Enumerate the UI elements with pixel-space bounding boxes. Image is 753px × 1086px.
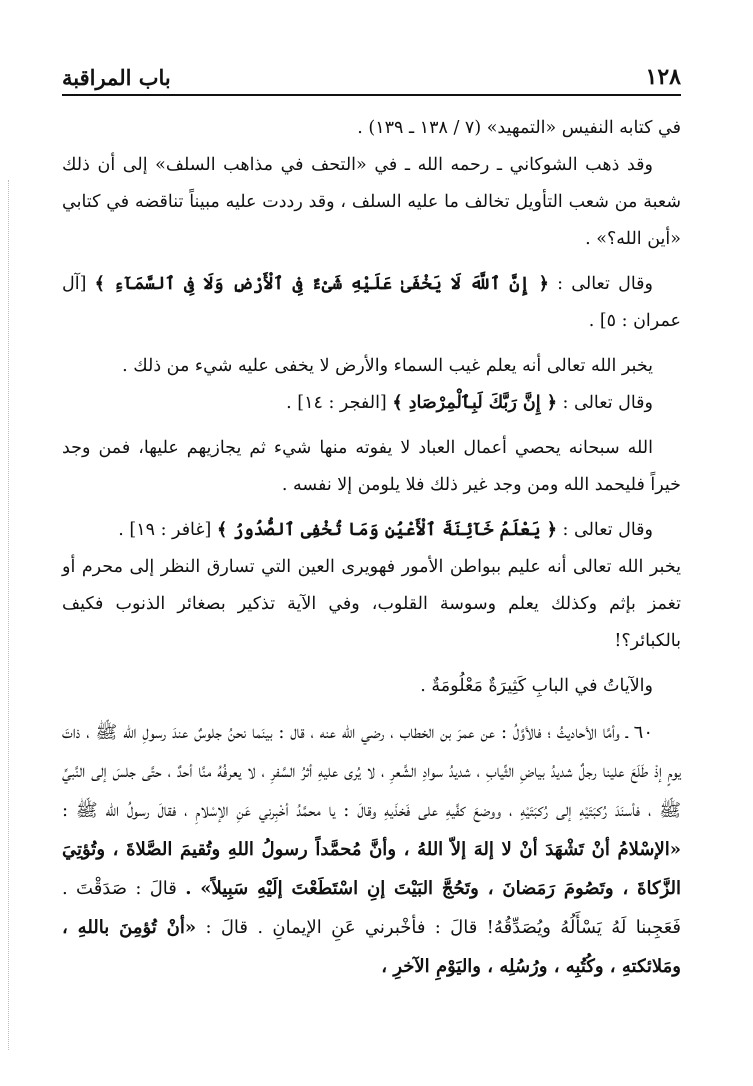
verse-reference: [الفجر : ١٤] . <box>286 393 387 413</box>
verse-intro: وقال تعالى : <box>562 520 653 540</box>
verse-intro: وقال تعالى : <box>562 393 653 413</box>
scan-edge-dots <box>8 180 13 1050</box>
verse-intro: وقال تعالى : <box>557 274 653 294</box>
quran-verse: ﴿ إِنَّ رَبَّكَ لَبِٱلْمِرْصَادِ ﴾ <box>392 393 557 413</box>
quran-verse: ﴿ يَعْلَمُ خَآئِنَةَ ٱلْأَعْيُنِ وَمَا تُخْفِى ٱلصُّدُورُ ﴾ <box>216 520 557 540</box>
verse-reference: [آل عمران : ٥] . <box>62 274 681 331</box>
hadith-narration-continued: قالَ : صَدَقْتَ . فَعَجِبنا لَهُ يَسْأَلُهُ ويُصَدِّقُهُ! قالَ : فأخْبرني عَنِ الإيمانِ . قالَ : <box>62 878 681 938</box>
paragraph-hadith-jibril <box>62 713 681 986</box>
chapter-title: باب المراقبة <box>62 65 171 90</box>
paragraph-explanation-1: يخبر الله تعالى أنه يعلم غيب السماء والأرض لا يخفى عليه شيء من ذلك . <box>122 356 653 376</box>
verse-reference: [غافر : ١٩] . <box>118 520 212 540</box>
paragraph-verse-al-imran <box>62 266 681 340</box>
paragraph-explanation-2: الله سبحانه يحصي أعمال العباد لا يفوته منها شيء ثم يجازيهم عليها، فمن وجد خيراً فليحمد الله ومن وجد غير ذلك فلا يلومن إلا نفسه . <box>62 438 681 495</box>
paragraph-explanation-3: يخبر الله تعالى أنه عليم ببواطن الأمور فهويرى العين التي تسارق النظر إلى محرم أو تغمز بإثم وكذلك يعلم وسوسة القلوب، وفي الآية تذكير بصغائر الذنوب فكيف بالكبائر؟! <box>62 557 681 651</box>
paragraph-shawkani-note: وقد ذهب الشوكاني ـ رحمه الله ـ في «التحف في مذاهب السلف» إلى أن ذلك شعبة من شعب التأويل تخالف ما عليه السلف ، وقد رددت عليه مبيناً تناقضه في كتابي «أين الله؟» . <box>62 155 681 249</box>
page-body <box>62 110 681 986</box>
paragraph-verse-al-fajr <box>62 385 681 422</box>
paragraph-verses-summary: والآياتُ في البابِ كَثِيرَةٌ مَعْلُومَةٌ . <box>420 676 653 696</box>
page-number: ١٢٨ <box>645 64 681 90</box>
paragraph-source-citation: في كتابه النفيس «التمهيد» (٧ / ١٣٨ ـ ١٣٩) . <box>357 118 681 138</box>
hadith-prophet-quote-islam: «الإسْلامُ أنْ تَشْهَدَ أنْ لا إلهَ إلاّ اللهُ ، وأنَّ مُحمَّداً رسولُ اللهِ وتُقيمَ الصَّلاةَ ، وتُؤتِيَ الزَّكاةَ ، وتَصُومَ رَمَضانَ ، وتَحُجَّ البَيْتَ إنِ اسْتَطَعْتَ إلَيْهِ سَبِيلاً» . <box>62 839 681 899</box>
hadith-prophet-quote-iman: «أنْ تُؤمِنَ باللهِ ، ومَلائكتهِ ، وكُتُبِه ، ورُسُلِه ، واليَوْمِ الآخرِ ، <box>62 917 681 977</box>
hadith-narration: ٦٠ ـ وأمَّا الأحاديثُ ؛ فالأوَّلُ : عن عمرَ بن الخطاب ، رضي الله عنه ، قال : بينَما نحنُ جلوسٌ عندَ رسولِ الله ﷺ ، ذاتَ يومٍ إذْ طَلَعَ علينا رجلٌ شديدُ بياضِ الثِّيابِ ، شديدُ سوادِ الشَّعرِ ، لا يُرى عليهِ أثرُ السَّفرِ ، لا يعرفُهُ منَّا أحدٌ ، حتَّى جلسَ إلى النَّبيِّ ﷺ ، فأسنَدَ رُكبَتَيْهِ إلى رُكبَتَيْهِ ، ووضعَ كفَّيهِ على فَخذَيهِ وقالَ : يا محمَّدُ أخْبِرني عَنِ الإسْلامِ ، فقالَ رسولُ الله ﷺ : <box>62 722 681 821</box>
quran-verse: ﴿ إِنَّ ٱللَّهَ لَا يَخْفَىٰ عَلَيْهِ شَىْءٌ فِى ٱلْأَرْضِ وَلَا فِى ٱلسَّمَآءِ ﴾ <box>94 274 549 294</box>
paragraph-verse-ghafir <box>62 512 681 549</box>
page-header <box>62 60 681 96</box>
